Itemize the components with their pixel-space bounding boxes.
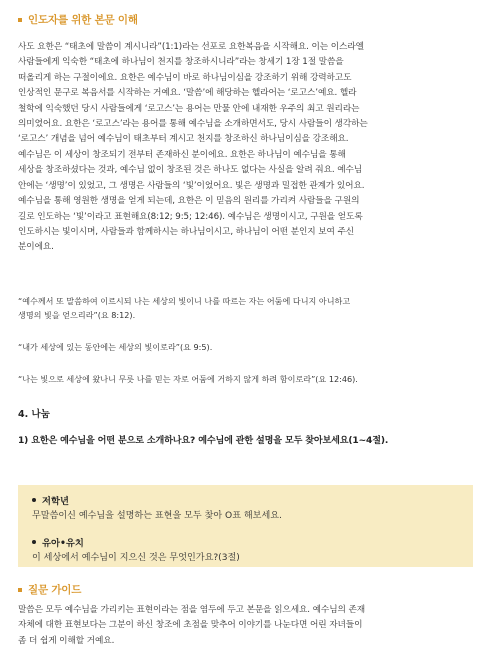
sharing-heading: 4. 나눔 [18,409,50,420]
square-bullet-icon [18,588,22,592]
guide-title: 질문 가이드 [28,584,82,596]
age-group-title-lower-grades: 저학년 [32,493,69,507]
body-paragraph-2: 예수님은 이 세상이 창조되기 전부터 존재하신 분이에요. 요한은 하나님이 예수님을 통해 세상을 창조하셨다는 것과, 예수님 없이 창조된 것은 하나도 없다는 사실을 알려 줘요. 예수님 안에는 ‘생명’이 있었고, 그 생명은 사람들의 ‘빛’이었어요. 빛은 생명과 밀접한 관계가 있어요. 예수님을 통해 영원한 생명을 얻게 되는데, 요한은 이 믿음의 원리를 가리켜 사람들을 구원의 길로 인도하는 ‘빛’이라고 표현해요(8:12; 9:5; 12:46). 예수님은 생명이시고, 구원을 얻도록 인도하시는 빛이시며, 사람들과 함께하시는 하나님이시고, 하나님이 어떤 분인지 보여 주신 분이에요. [18,150,365,253]
body-paragraph-1: 사도 요한은 “태초에 말씀이 계시니라”(1:1)라는 선포로 요한복음을 시작해요. 이는 이스라엘 사람들에게 익숙한 “태초에 하나님이 천지를 창조하시니라”라는 창세기 1장 1절 말씀을 떠올리게 하는 구절이에요. 요한은 예수님이 바로 하나님이심을 강조하기 위해 강력하고도 인상적인 문구로 복음서를 시작하는 거예요. ‘말씀’에 해당하는 헬라어는 ‘로고스’예요. 헬라 철학에 익숙했던 당시 사람들에게 ‘로고스’는 용어는 만물 안에 내재한 우주의 최고 원리라는 의미였어요. 요한은 ‘로고스’라는 용어를 통해 예수님을 소개하면서도, 당시 사람들이 생각하는 ‘로고스’ 개념을 넘어 예수님이 태초부터 계시고 천지를 창조하신 하나님이심을 강조해요. [18,42,368,145]
scripture-quote-2: “내가 세상에 있는 동안에는 세상의 빛이로라”(요 9:5). [18,342,213,352]
age-group-text-lower-grades: 무말씀이신 예수님을 설명하는 표현을 모두 찾아 O표 해보세요. [32,511,282,521]
scripture-quote-1: “예수께서 또 말씀하여 이르시되 나는 세상의 빛이니 나를 따르는 자는 어둠에 다니지 아니하고 생명의 빛을 얻으리라”(요 8:12). [18,296,351,320]
age-group-title-preschool: 유아•유치 [32,535,84,549]
section-title: 인도자를 위한 본문 이해 [28,14,138,26]
section-heading-understanding [18,12,138,27]
guide-paragraph: 말씀은 모두 예수님을 가리키는 표현이라는 점을 염두에 두고 본문을 읽으세요. 예수님의 존재 자체에 대한 표현보다는 그분이 하신 창조에 초점을 맞추어 이야기를 나눈다면 어린 자녀들이 좀 더 쉽게 이해할 거예요. [18,605,366,646]
discussion-question: 1) 요한은 예수님을 어떤 분으로 소개하나요? 예수님에 관한 설명을 모두 찾아보세요(1~4절). [18,436,389,446]
section-heading-guide [18,582,81,597]
bullet-dot-icon [32,498,36,502]
age-group-text-preschool: 이 세상에서 예수님이 지으신 것은 무엇인가요?(3절) [32,553,240,563]
bullet-dot-icon [32,540,36,544]
square-bullet-icon [18,18,22,22]
age-group-box [18,485,473,567]
scripture-quote-3: “나는 빛으로 세상에 왔나니 무릇 나를 믿는 자로 어둠에 거하지 않게 하려 함이로라”(요 12:46). [18,374,358,384]
